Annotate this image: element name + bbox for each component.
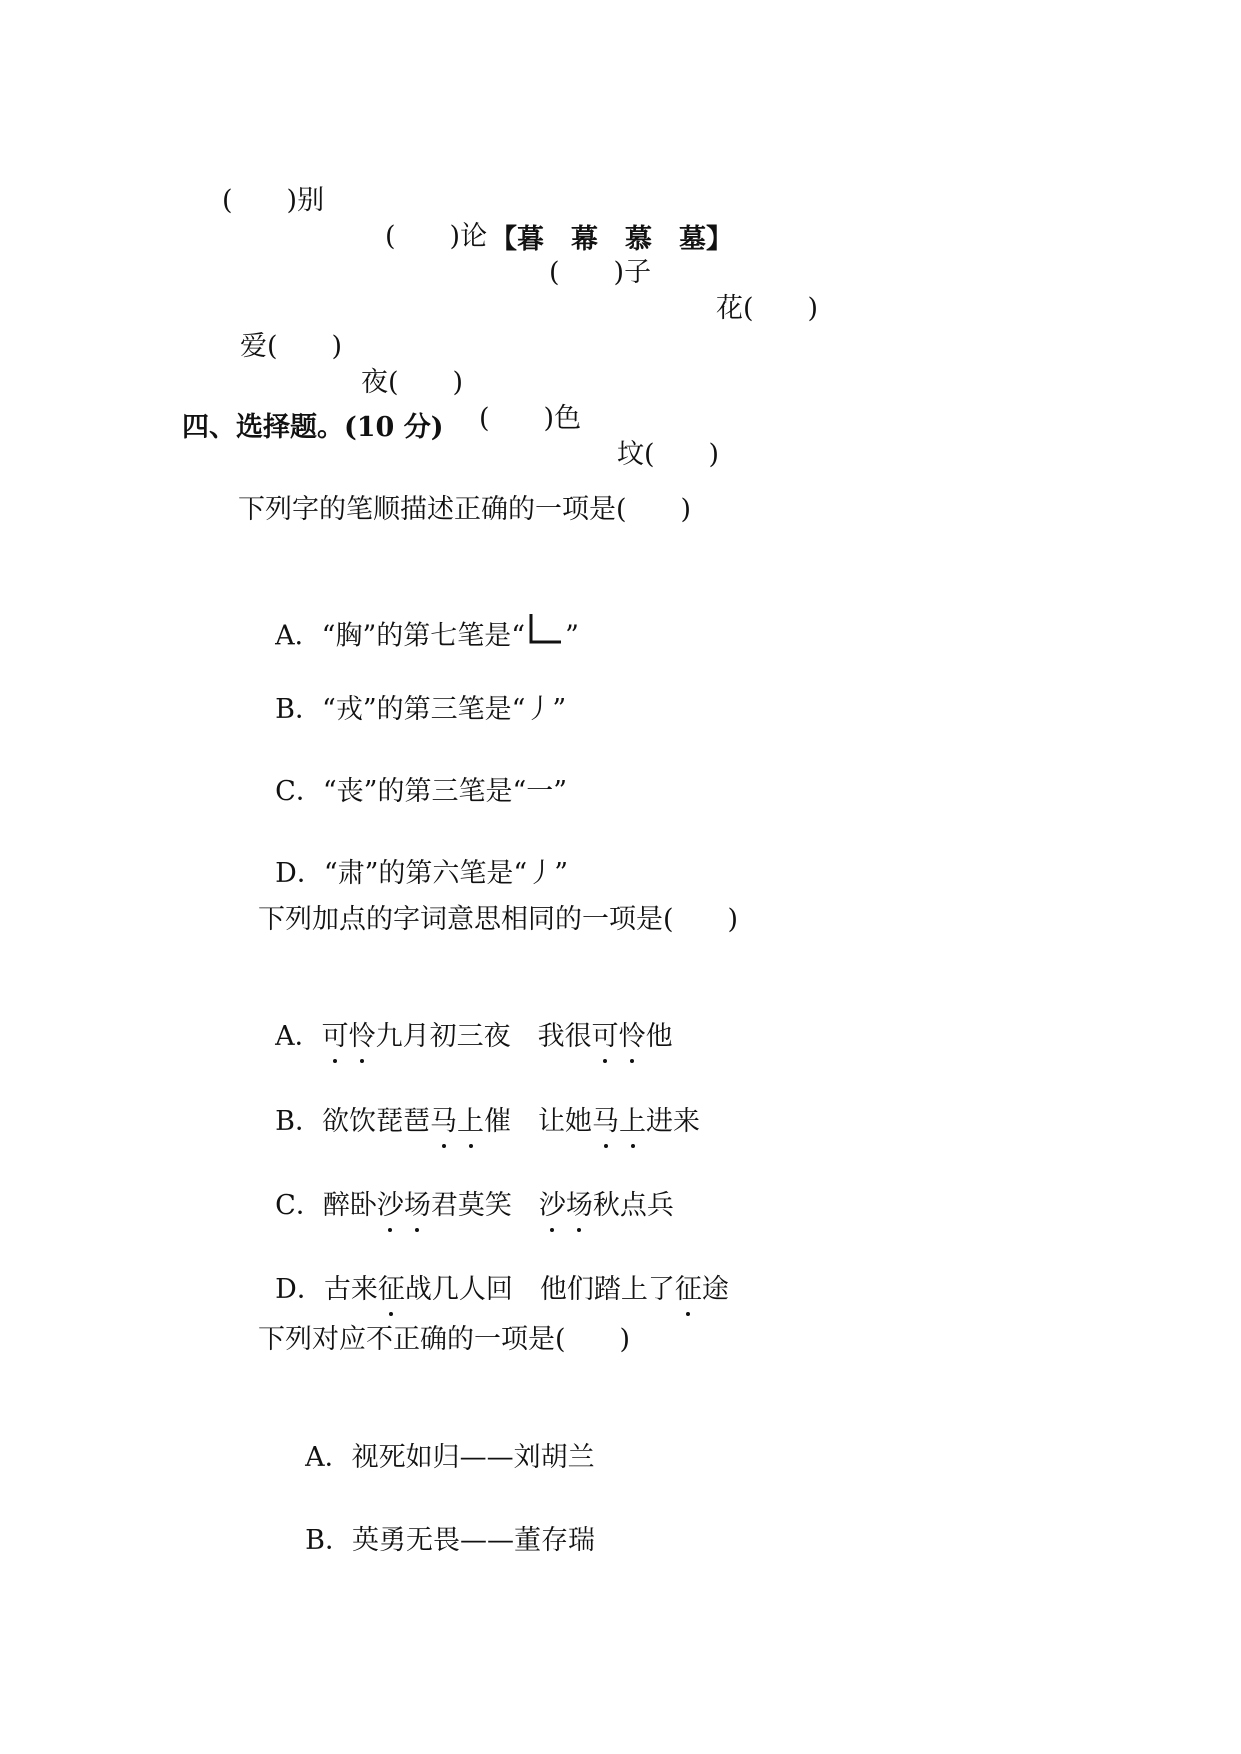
dotted-char: 马: [430, 1104, 457, 1140]
option-text: 醉卧: [322, 1190, 377, 1221]
option-text: “丧”的第三笔是“一”: [322, 776, 568, 807]
blank-item: 爱( ): [240, 331, 343, 362]
option-a: [288, 1404, 595, 1476]
dotted-char: 可: [322, 1019, 349, 1055]
option-d: [258, 1236, 729, 1308]
option-label: D．: [275, 1274, 324, 1305]
option-c: [258, 738, 567, 810]
dotted-char: 征: [675, 1272, 702, 1308]
dotted-char: 沙: [539, 1188, 566, 1224]
option-text: 君莫笑: [430, 1190, 539, 1221]
option-a: [258, 576, 579, 662]
dotted-char: 场: [404, 1188, 431, 1224]
option-text: “肃”的第六笔是“丿”: [323, 858, 569, 889]
option-label: C．: [275, 776, 323, 807]
dotted-char: 沙: [377, 1188, 404, 1224]
blank-item: 夜( ): [361, 367, 464, 398]
option-label: B．: [305, 1525, 353, 1556]
blank-item: ( )色: [479, 403, 582, 434]
option-text: 古来: [323, 1274, 378, 1305]
char-group-label: 【暮 幕 慕 墓】: [490, 224, 733, 255]
dotted-char: 可: [592, 1019, 619, 1055]
blank-item: 花( ): [716, 293, 819, 324]
dotted-char: 怜: [349, 1019, 376, 1055]
question-stem: 下列对应不正确的一项是( ): [258, 1324, 631, 1355]
option-text: 英勇无畏——董存瑞: [352, 1525, 596, 1556]
option-text: 他: [645, 1021, 673, 1052]
option-d: [258, 820, 568, 892]
option-text: 秋点兵: [592, 1190, 674, 1221]
question-stem: 下列加点的字词意思相同的一项是( ): [258, 904, 739, 935]
blank-item: ( )子: [549, 257, 652, 288]
blank-item: 坟( ): [617, 439, 720, 470]
blank-item: ( )别: [222, 185, 325, 216]
option-label: A．: [275, 1021, 322, 1052]
blank-item: ( )论: [385, 221, 488, 252]
question-stem: 下列字的笔顺描述正确的一项是( ): [238, 494, 692, 525]
option-text: 战几人回 他们踏上了: [404, 1274, 675, 1305]
vertical-hook-stroke-icon: [525, 612, 565, 662]
option-text: 九月初三夜 我很: [375, 1021, 592, 1052]
option-label: A．: [275, 620, 322, 652]
option-text: “胸”的第七笔是“: [321, 620, 526, 652]
option-text: “戎”的第三笔是“丿”: [322, 694, 567, 725]
dotted-char: 上: [457, 1104, 484, 1140]
option-text: 视死如归——刘胡兰: [351, 1442, 595, 1473]
option-b: [258, 656, 566, 728]
option-text: 进来: [646, 1106, 701, 1137]
option-label: D．: [275, 858, 324, 889]
dotted-char: 马: [592, 1104, 619, 1140]
option-label: B．: [275, 694, 323, 725]
dotted-char: 征: [378, 1272, 405, 1308]
option-text: 催 让她: [484, 1106, 593, 1137]
option-label: B．: [275, 1106, 323, 1137]
option-text: 欲饮琵琶: [322, 1106, 431, 1137]
option-c: [258, 1152, 674, 1224]
option-label: C．: [275, 1190, 323, 1221]
section-title: 四、选择题。(10 分): [182, 412, 444, 443]
dotted-char: 怜: [619, 1019, 646, 1055]
option-b: [258, 1068, 700, 1140]
dotted-char: 上: [619, 1104, 646, 1140]
option-a: [258, 983, 673, 1055]
dotted-char: 场: [566, 1188, 593, 1224]
option-label: A．: [305, 1442, 352, 1473]
option-text: 途: [701, 1274, 729, 1305]
option-b: [288, 1487, 595, 1559]
option-text-end: ”: [565, 620, 579, 652]
